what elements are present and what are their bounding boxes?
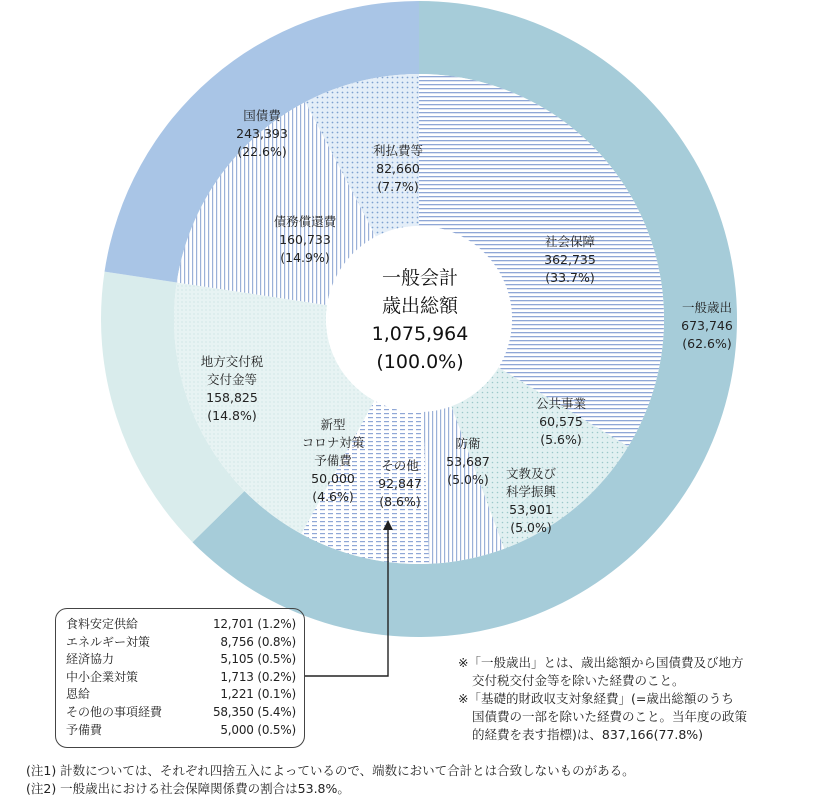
- label-shakai-2: (33.7%): [545, 270, 595, 285]
- note-line: 的経費を表す指標)は、837,166(77.8%): [472, 727, 704, 742]
- center-title-line2: 歳出総額: [381, 295, 459, 317]
- label-ippan-0: 一般歳出: [681, 300, 733, 315]
- label-ribarai-0: 利払費等: [372, 143, 424, 158]
- label-sonota-1: 92,847: [378, 476, 422, 491]
- breakdown-value: 1,221 (0.1%): [220, 687, 296, 702]
- label-sonota-0: その他: [381, 458, 419, 473]
- label-bunkyo-0: 文教及び: [505, 466, 557, 481]
- center-total-pct: (100.0%): [376, 351, 464, 373]
- label-saimu-1: 160,733: [279, 232, 331, 247]
- breakdown-name: 恩給: [66, 687, 91, 702]
- label-koukyou-0: 公共事業: [535, 396, 587, 411]
- breakdown-name: 予備費: [66, 722, 103, 737]
- label-chiho-2: 158,825: [206, 390, 258, 405]
- center-title-line1: 一般会計: [381, 267, 459, 289]
- label-corona-1: コロナ対策: [301, 435, 365, 450]
- label-corona-4: (4.6%): [312, 489, 354, 504]
- label-chiho-3: (14.8%): [207, 408, 257, 423]
- breakdown-row: [66, 651, 296, 669]
- label-boei-0: 防衛: [455, 436, 481, 451]
- label-bunkyo-3: (5.0%): [510, 520, 552, 535]
- label-bunkyo-2: 53,901: [509, 502, 553, 517]
- label-koukyou-2: (5.6%): [540, 432, 582, 447]
- label-ribarai-2: (7.7%): [377, 179, 419, 194]
- label-ippan-1: 673,746: [681, 318, 733, 333]
- breakdown-row: [66, 722, 296, 740]
- label-ribarai-1: 82,660: [376, 161, 420, 176]
- breakdown-row: [66, 704, 296, 722]
- breakdown-row: [66, 634, 296, 652]
- breakdown-name: その他の事項経費: [66, 704, 163, 719]
- label-shakai-1: 362,735: [544, 252, 596, 267]
- label-ippan-2: (62.6%): [682, 336, 732, 351]
- breakdown-value: 58,350 (5.4%): [212, 704, 296, 719]
- label-boei-1: 53,687: [446, 454, 490, 469]
- right-notes: [458, 654, 830, 744]
- breakdown-value: 8,756 (0.8%): [220, 634, 296, 649]
- center-total-value: 1,075,964: [371, 323, 469, 345]
- label-corona-0: 新型: [320, 417, 346, 432]
- breakdown-value: 5,105 (0.5%): [220, 652, 296, 667]
- label-koukyou-1: 60,575: [539, 414, 583, 429]
- label-kokusai-0: 国債費: [243, 108, 281, 123]
- note-line: ※「基礎的財政収支対象経費」(=歳出総額のうち: [458, 691, 734, 706]
- breakdown-row: [66, 616, 296, 634]
- breakdown-row: [66, 686, 296, 704]
- breakdown-name: 経済協力: [66, 652, 115, 667]
- label-corona-3: 50,000: [311, 471, 355, 486]
- footnotes: [26, 762, 635, 798]
- label-chiho-1: 交付金等: [206, 372, 258, 387]
- breakdown-value: 12,701 (1.2%): [212, 617, 296, 631]
- label-sonota-2: (8.6%): [379, 494, 421, 509]
- breakdown-value: 5,000 (0.5%): [220, 722, 296, 737]
- other-breakdown-box: [55, 608, 305, 748]
- label-saimu-0: 債務償還費: [273, 214, 337, 229]
- label-corona-2: 予備費: [314, 453, 352, 468]
- footnote-1: (注1) 計数については、それぞれ四捨五入によっているので、端数において合計とは合致しないものがある。: [26, 763, 635, 778]
- label-bunkyo-1: 科学振興: [505, 484, 557, 499]
- label-saimu-2: (14.9%): [280, 250, 330, 265]
- label-kokusai-2: (22.6%): [237, 144, 287, 159]
- note-line: ※「一般歳出」とは、歳出総額から国債費及び地方: [458, 655, 744, 670]
- breakdown-name: 中小企業対策: [66, 669, 139, 684]
- breakdown-row: [66, 669, 296, 687]
- label-shakai-0: 社会保障: [544, 234, 596, 249]
- footnote-2: (注2) 一般歳出における社会保障関係費の割合は53.8%。: [26, 781, 350, 796]
- donut-hole: [326, 226, 512, 412]
- note-line: 交付税交付金等を除いた経費のこと。: [472, 673, 685, 688]
- label-boei-2: (5.0%): [447, 472, 489, 487]
- breakdown-name: 食料安定供給: [66, 617, 139, 631]
- note-line: 国債費の一部を除いた経費のこと。当年度の政策: [472, 709, 748, 724]
- breakdown-name: エネルギー対策: [66, 634, 151, 649]
- label-kokusai-1: 243,393: [236, 126, 288, 141]
- label-chiho-0: 地方交付税: [200, 354, 264, 369]
- breakdown-value: 1,713 (0.2%): [220, 669, 296, 684]
